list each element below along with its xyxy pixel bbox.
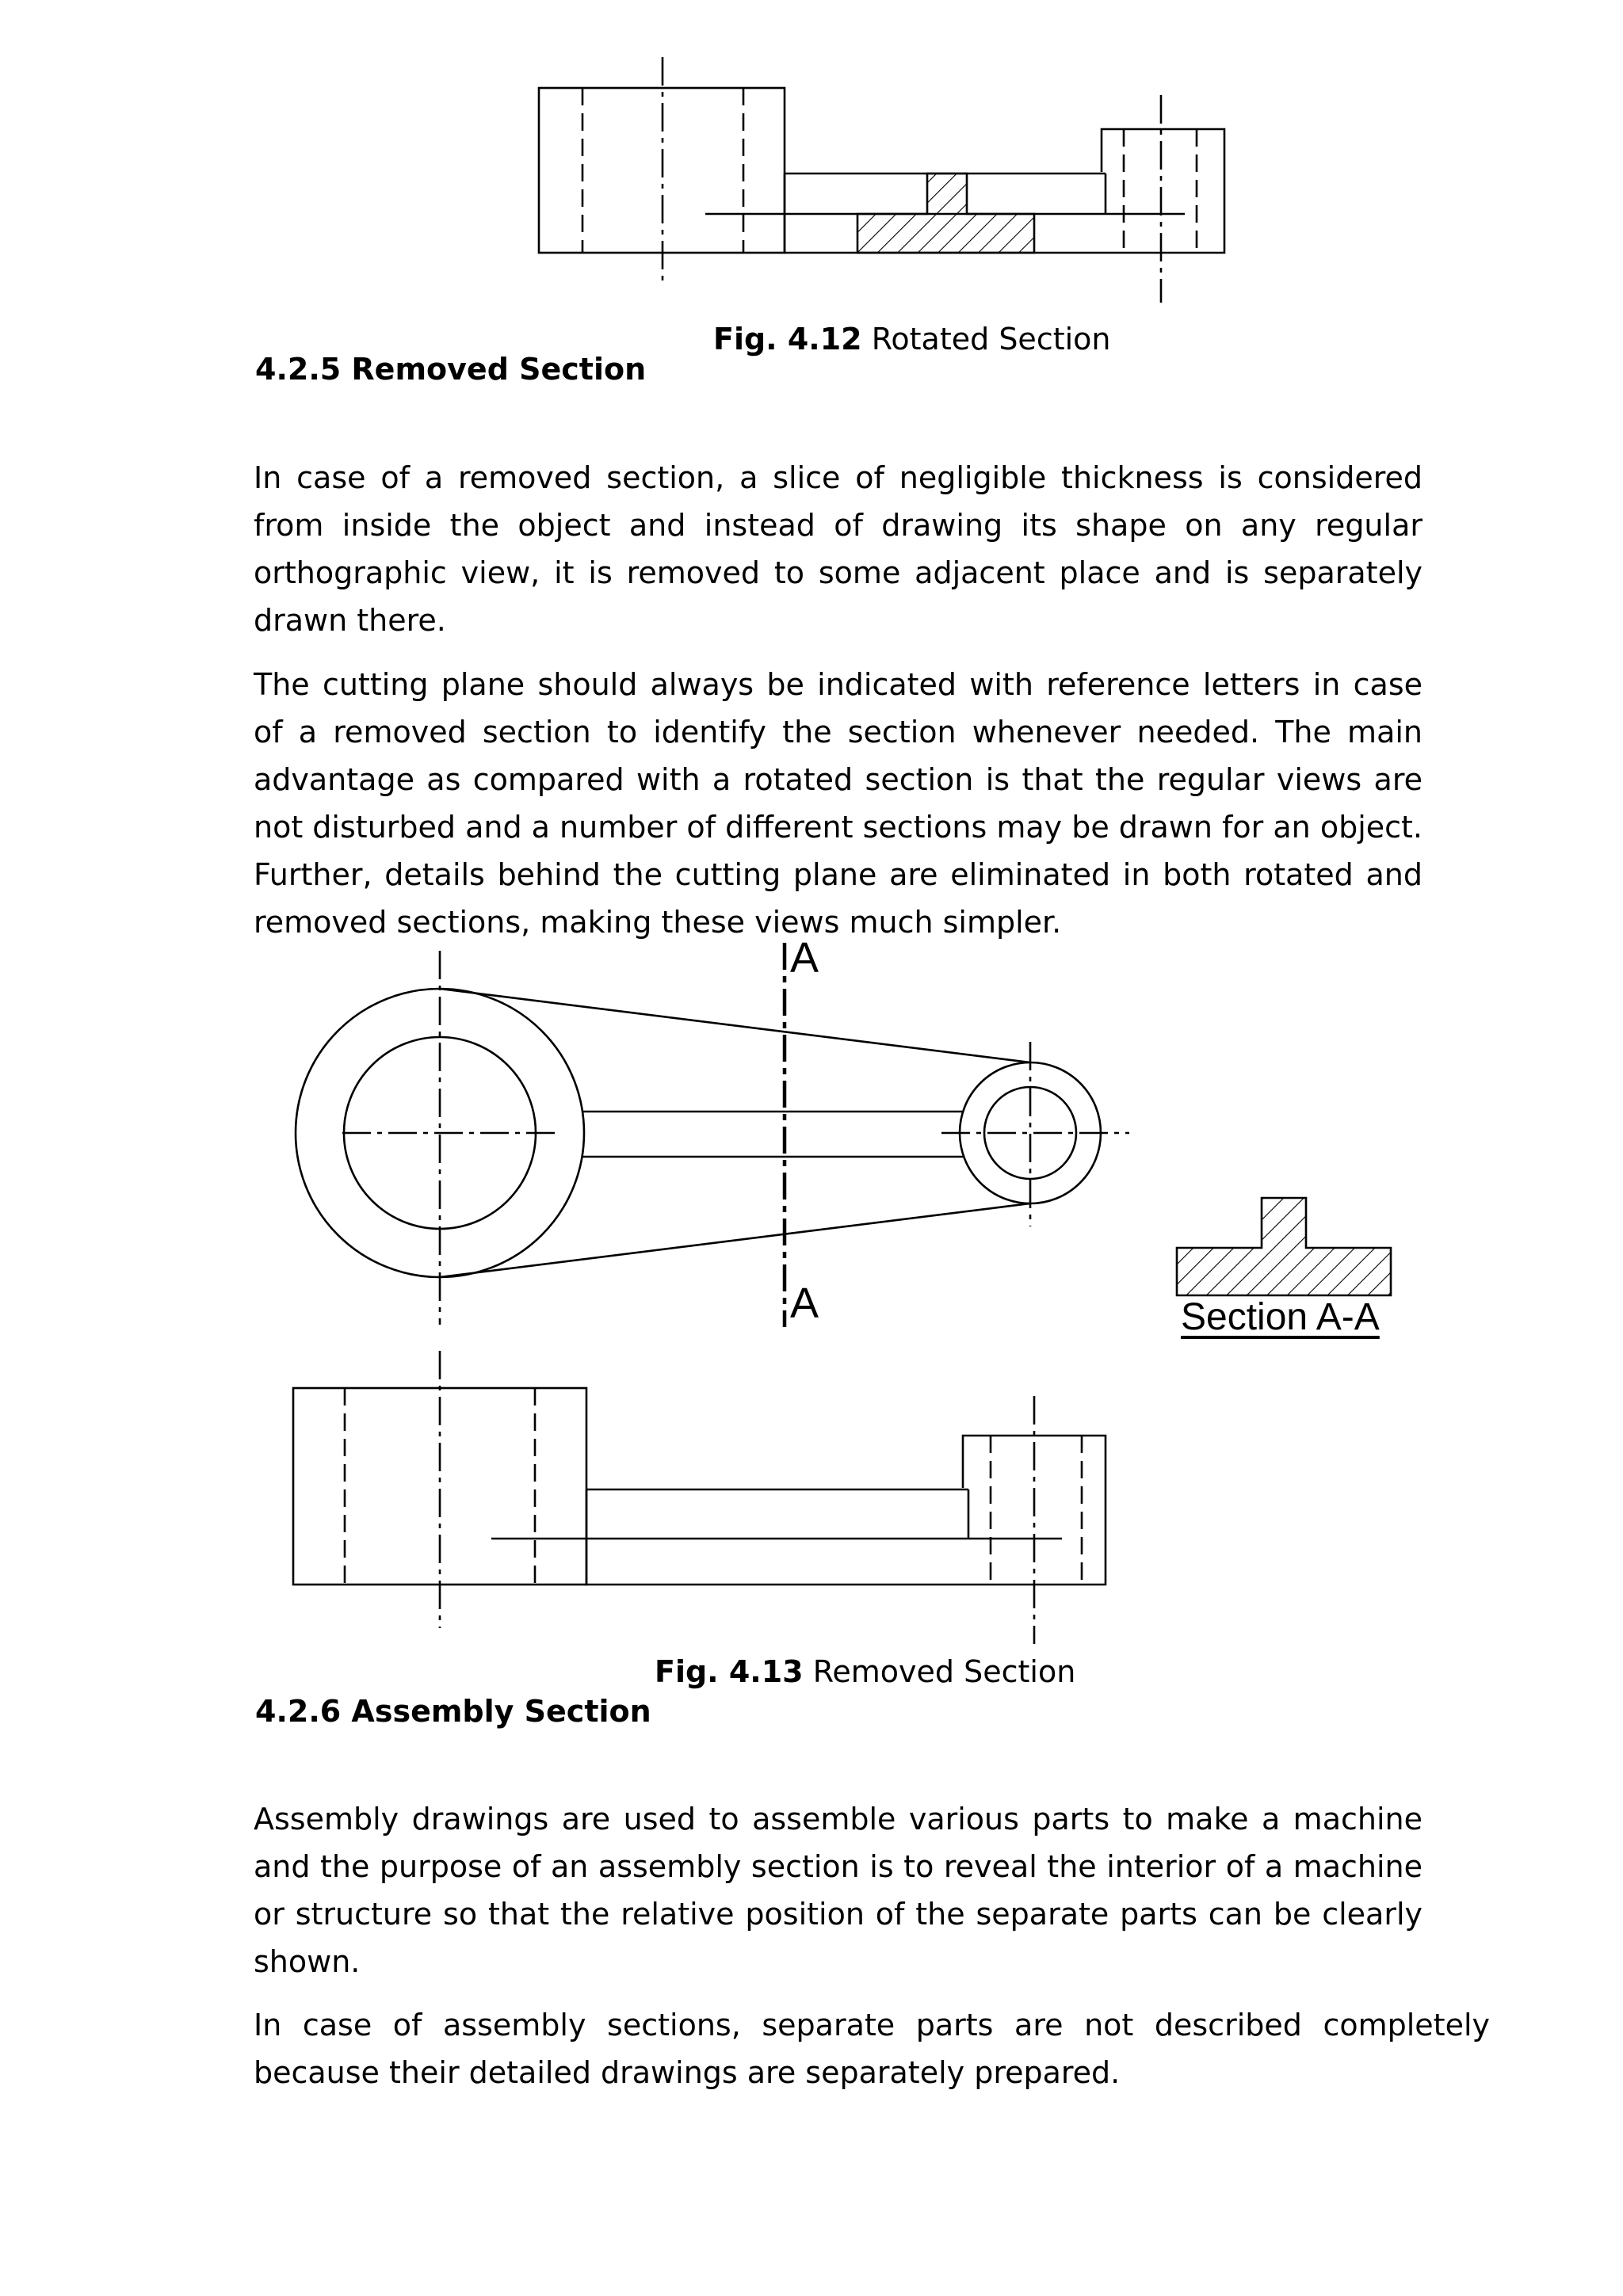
paragraph-assembly-section-1: Assembly drawings are used to assemble various parts to make a machine and the purpose of an assembly section is to reveal the interior of a machine or structure so that the relative position of the separate parts can be clearly shown. — [254, 1802, 1423, 1979]
cutting-plane-label-top: A — [790, 934, 819, 982]
fig-4-13-caption — [655, 1654, 1075, 1689]
section-4-2-6-heading: 4.2.6 Assembly Section — [255, 1694, 651, 1729]
fig-4-13-top-view — [296, 943, 1129, 1327]
rotated-section-hatch — [857, 174, 1034, 253]
paragraph-removed-section-2: The cutting plane should always be indicated with reference letters in case of a removed section to identify the section whenever needed. The main advantage as compared with a rotated section is that the regular views are not disturbed and a number of different sections may be drawn for an object. Further, details behind the cutting plane are eliminated in both rotated and removed sections, making these views much simpler. — [254, 667, 1423, 940]
fig-4-13-title: Removed Section — [812, 1654, 1076, 1689]
cutting-plane-label-bottom: A — [790, 1280, 819, 1327]
fig-4-12-number: Fig. 4.12 — [713, 322, 862, 357]
fig-4-13-front-view — [293, 1351, 1106, 1644]
fig-4-12-title: Rotated Section — [871, 322, 1111, 357]
fig-4-12-drawing — [539, 57, 1224, 303]
section-a-a-label: Section A-A — [1181, 1296, 1380, 1338]
paragraph-assembly-section-2: In case of assembly sections, separate parts are not described completely because their detailed drawings are separately prepared. — [254, 2008, 1490, 2090]
fig-4-12-caption — [713, 322, 1111, 357]
section-4-2-5-heading: 4.2.5 Removed Section — [255, 352, 647, 387]
paragraph-removed-section-1: In case of a removed section, a slice of negligible thickness is considered from inside the object and instead of drawing its shape on any regular orthographic view, it is removed to some adjacent place and is separately drawn there. — [254, 460, 1423, 638]
removed-section-hatch — [1177, 1198, 1391, 1295]
fig-4-13-number: Fig. 4.13 — [655, 1654, 804, 1689]
